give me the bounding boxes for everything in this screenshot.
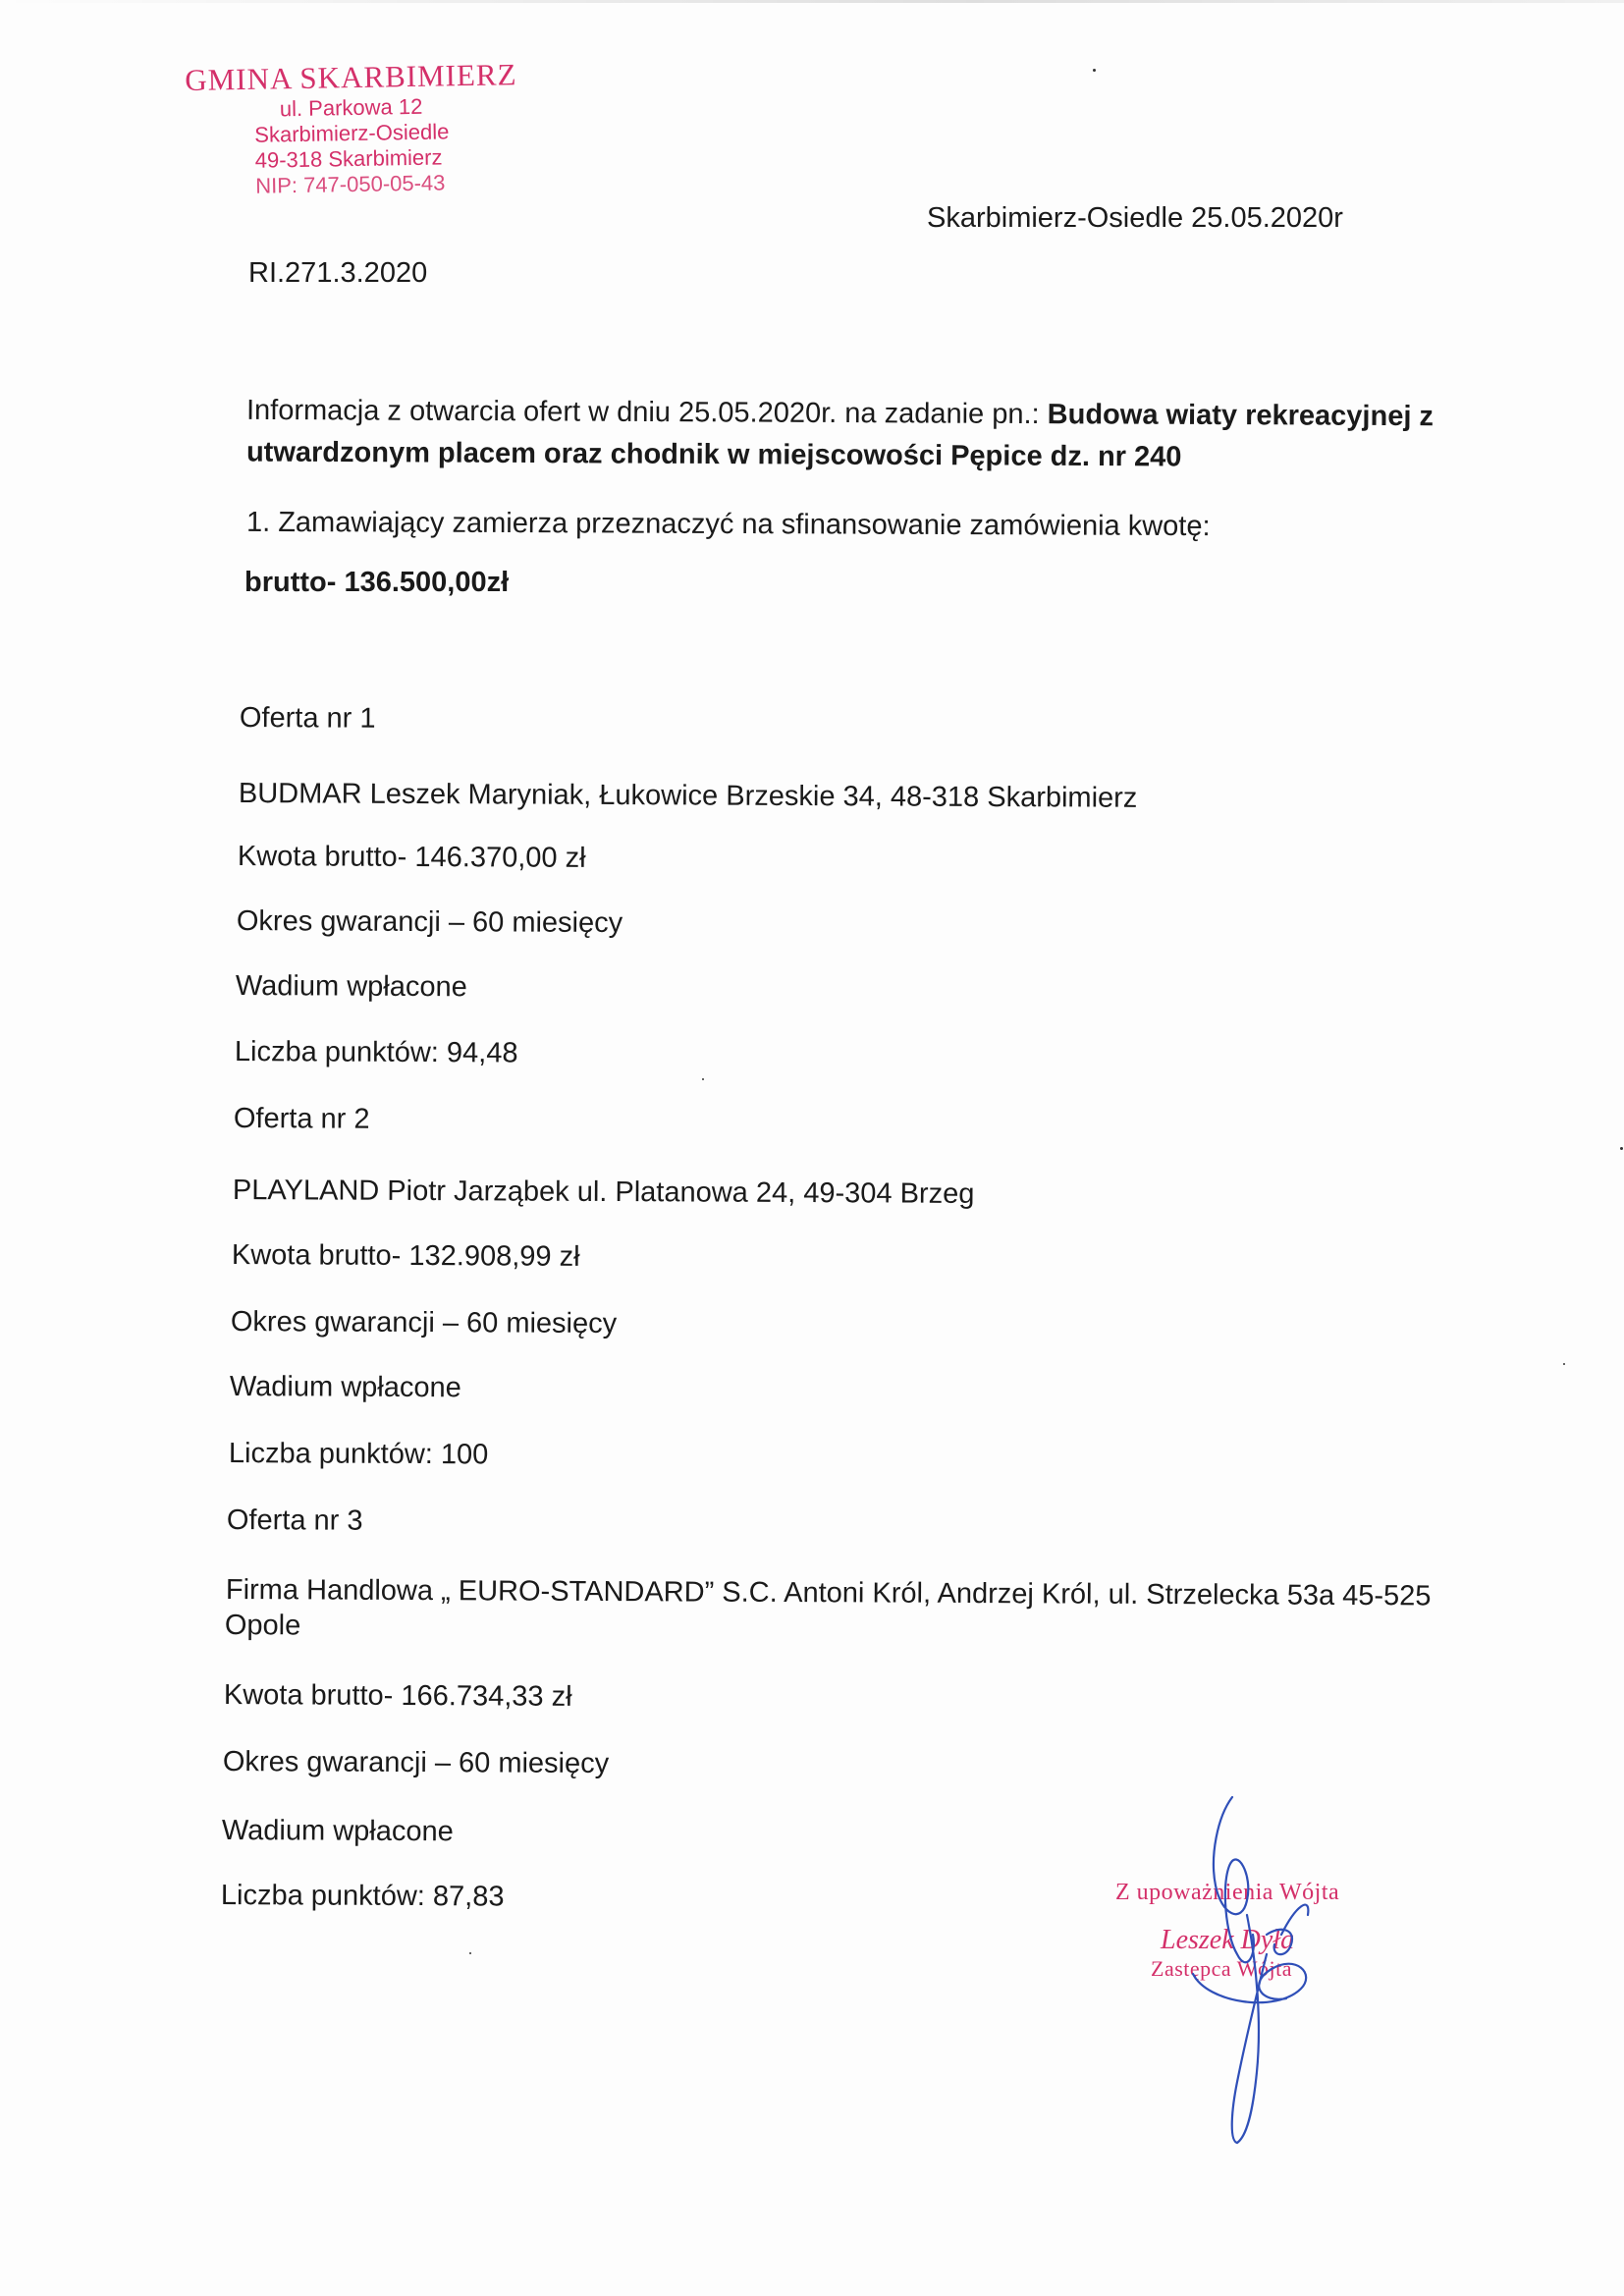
stamp-name: GMINA SKARBIMIERZ xyxy=(185,57,517,97)
stamp-postal: 49-318 Skarbimierz xyxy=(254,144,443,173)
handwritten-signature xyxy=(1100,1787,1394,2160)
offer-3-company-line-2: Opole xyxy=(224,1610,301,1642)
scan-speck xyxy=(1620,1147,1623,1150)
offer-2-points: Liczba punktów: 100 xyxy=(228,1438,489,1471)
offer-3-deposit: Wadium wpłacone xyxy=(221,1815,454,1848)
offer-1-points: Liczba punktów: 94,48 xyxy=(234,1036,518,1069)
task-title-part-2: utwardzonym placem oraz chodnik w miejscowości Pępice dz. nr 240 xyxy=(245,436,1182,473)
offer-3-amount: Kwota brutto- 166.734,33 zł xyxy=(223,1679,572,1713)
scan-speck xyxy=(469,1952,471,1954)
task-title-part-1: Budowa wiaty rekreacyjnej z xyxy=(1047,399,1435,433)
offer-2-deposit: Wadium wpłacone xyxy=(229,1371,461,1404)
signatory-name: Leszek Dyła xyxy=(1161,1925,1295,1955)
offer-1-amount: Kwota brutto- 146.370,00 zł xyxy=(237,841,586,874)
budget-statement: 1. Zamawiający zamierza przeznaczyć na sfinansowanie zamówienia kwotę: xyxy=(245,506,1211,543)
stamp-locality: Skarbimierz-Osiedle xyxy=(254,119,450,147)
offer-3-warranty: Okres gwarancji – 60 miesięcy xyxy=(222,1746,610,1780)
stamp-street: ul. Parkowa 12 xyxy=(279,93,423,122)
offer-2-warranty: Okres gwarancji – 60 miesięcy xyxy=(230,1306,618,1340)
offer-2-amount: Kwota brutto- 132.908,99 zł xyxy=(231,1239,580,1273)
intro-text: Informacja z otwarcia ofert w dniu 25.05.2020r. na zadanie pn.: xyxy=(245,394,1048,431)
place-date: Skarbimierz-Osiedle 25.05.2020r xyxy=(927,202,1343,234)
stamp-nip: NIP: 747-050-05-43 xyxy=(254,170,446,198)
signature-block xyxy=(1100,1787,1394,2160)
offer-3-heading: Oferta nr 3 xyxy=(226,1504,363,1537)
offer-3-company: Firma Handlowa „ EURO-STANDARD” S.C. Antoni Król, Andrzej Król, ul. Strzelecka 53a 45-525 xyxy=(225,1574,1432,1613)
scan-speck xyxy=(1563,1363,1565,1365)
scan-edge xyxy=(0,0,1624,3)
budget-amount: brutto- 136.500,00zł xyxy=(244,567,510,598)
offer-2-heading: Oferta nr 2 xyxy=(233,1103,370,1135)
offer-3-points: Liczba punktów: 87,83 xyxy=(220,1880,505,1913)
offer-1-company: BUDMAR Leszek Maryniak, Łukowice Brzeskie 34, 48-318 Skarbimierz xyxy=(238,778,1138,814)
intro-line-1 xyxy=(246,395,1434,433)
offer-1-deposit: Wadium wpłacone xyxy=(235,970,467,1004)
scan-speck xyxy=(1093,69,1096,72)
scan-speck xyxy=(702,1078,704,1080)
offer-1-warranty: Okres gwarancji – 60 miesięcy xyxy=(236,905,623,940)
signatory-role: Zastępca Wójta xyxy=(1151,1956,1293,1981)
offer-2-company: PLAYLAND Piotr Jarząbek ul. Platanowa 24, 49-304 Brzeg xyxy=(232,1175,975,1210)
offer-1-heading: Oferta nr 1 xyxy=(239,702,376,735)
reference-number: RI.271.3.2020 xyxy=(248,257,428,289)
authorization-stamp: Z upoważnienia Wójta xyxy=(1115,1880,1340,1905)
